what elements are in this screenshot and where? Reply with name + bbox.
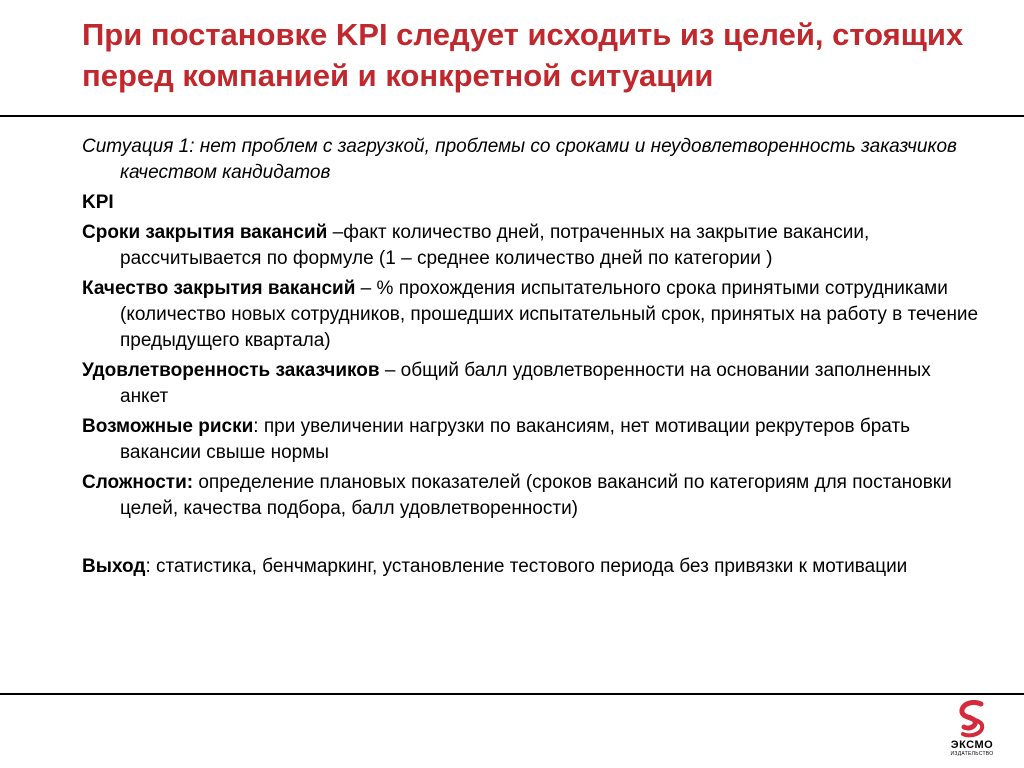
exit-label: Выход xyxy=(82,556,146,577)
eksmo-logo-mark xyxy=(955,700,989,738)
kpi-heading: KPI xyxy=(82,192,114,213)
kpi-item-text: – % прохождения испытательного срока принятыми сотрудниками (количество новых сотрудников, прошедших испытательный срок, принятых на работу в течение предыдущего квартала) xyxy=(120,278,979,351)
kpi-item-text: –факт количество дней, потраченных на закрытие вакансии, рассчитывается по формуле (1 – среднее количество дней по категории ) xyxy=(120,222,870,269)
situation-text: Ситуация 1: нет проблем с загрузкой, проблемы со сроками и неудовлетворенность заказчиков качеством кандидатов xyxy=(82,136,957,183)
risks-text: : при увеличении нагрузки по вакансиям, нет мотивации рекрутеров брать вакансии свыше нормы xyxy=(120,416,911,463)
kpi-item-label: Качество закрытия вакансий xyxy=(82,278,356,299)
risks-item xyxy=(82,414,982,466)
page-title: При постановке KPI следует исходить из целей, стоящих перед компанией и конкретной ситуации xyxy=(82,17,964,93)
difficulties-label: Сложности: xyxy=(82,472,194,493)
logo-subtitle: ИЗДАТЕЛЬСТВО xyxy=(950,751,994,757)
kpi-item-text: – общий балл удовлетворенности на основании заполненных анкет xyxy=(120,360,931,407)
bottom-divider xyxy=(0,693,1024,695)
slide-body xyxy=(82,134,982,584)
risks-label: Возможные риски xyxy=(82,416,254,437)
logo-name: ЭКСМО xyxy=(950,739,994,751)
kpi-item-quality xyxy=(82,276,982,354)
kpi-item-satisfaction xyxy=(82,358,982,410)
kpi-item-label: Удовлетворенность заказчиков xyxy=(82,360,380,381)
difficulties-text: определение плановых показателей (сроков вакансий по категориям для постановки целей, качества подбора, балл удовлетворенности) xyxy=(120,472,952,519)
exit-text: : статистика, бенчмаркинг, установление тестового периода без привязки к мотивации xyxy=(145,556,908,577)
exit-item xyxy=(82,554,982,580)
eksmo-logo xyxy=(944,700,1000,764)
difficulties-item xyxy=(82,470,982,522)
kpi-item-label: Сроки закрытия вакансий xyxy=(82,222,328,243)
kpi-item-deadlines xyxy=(82,220,982,272)
top-divider xyxy=(0,115,1024,117)
